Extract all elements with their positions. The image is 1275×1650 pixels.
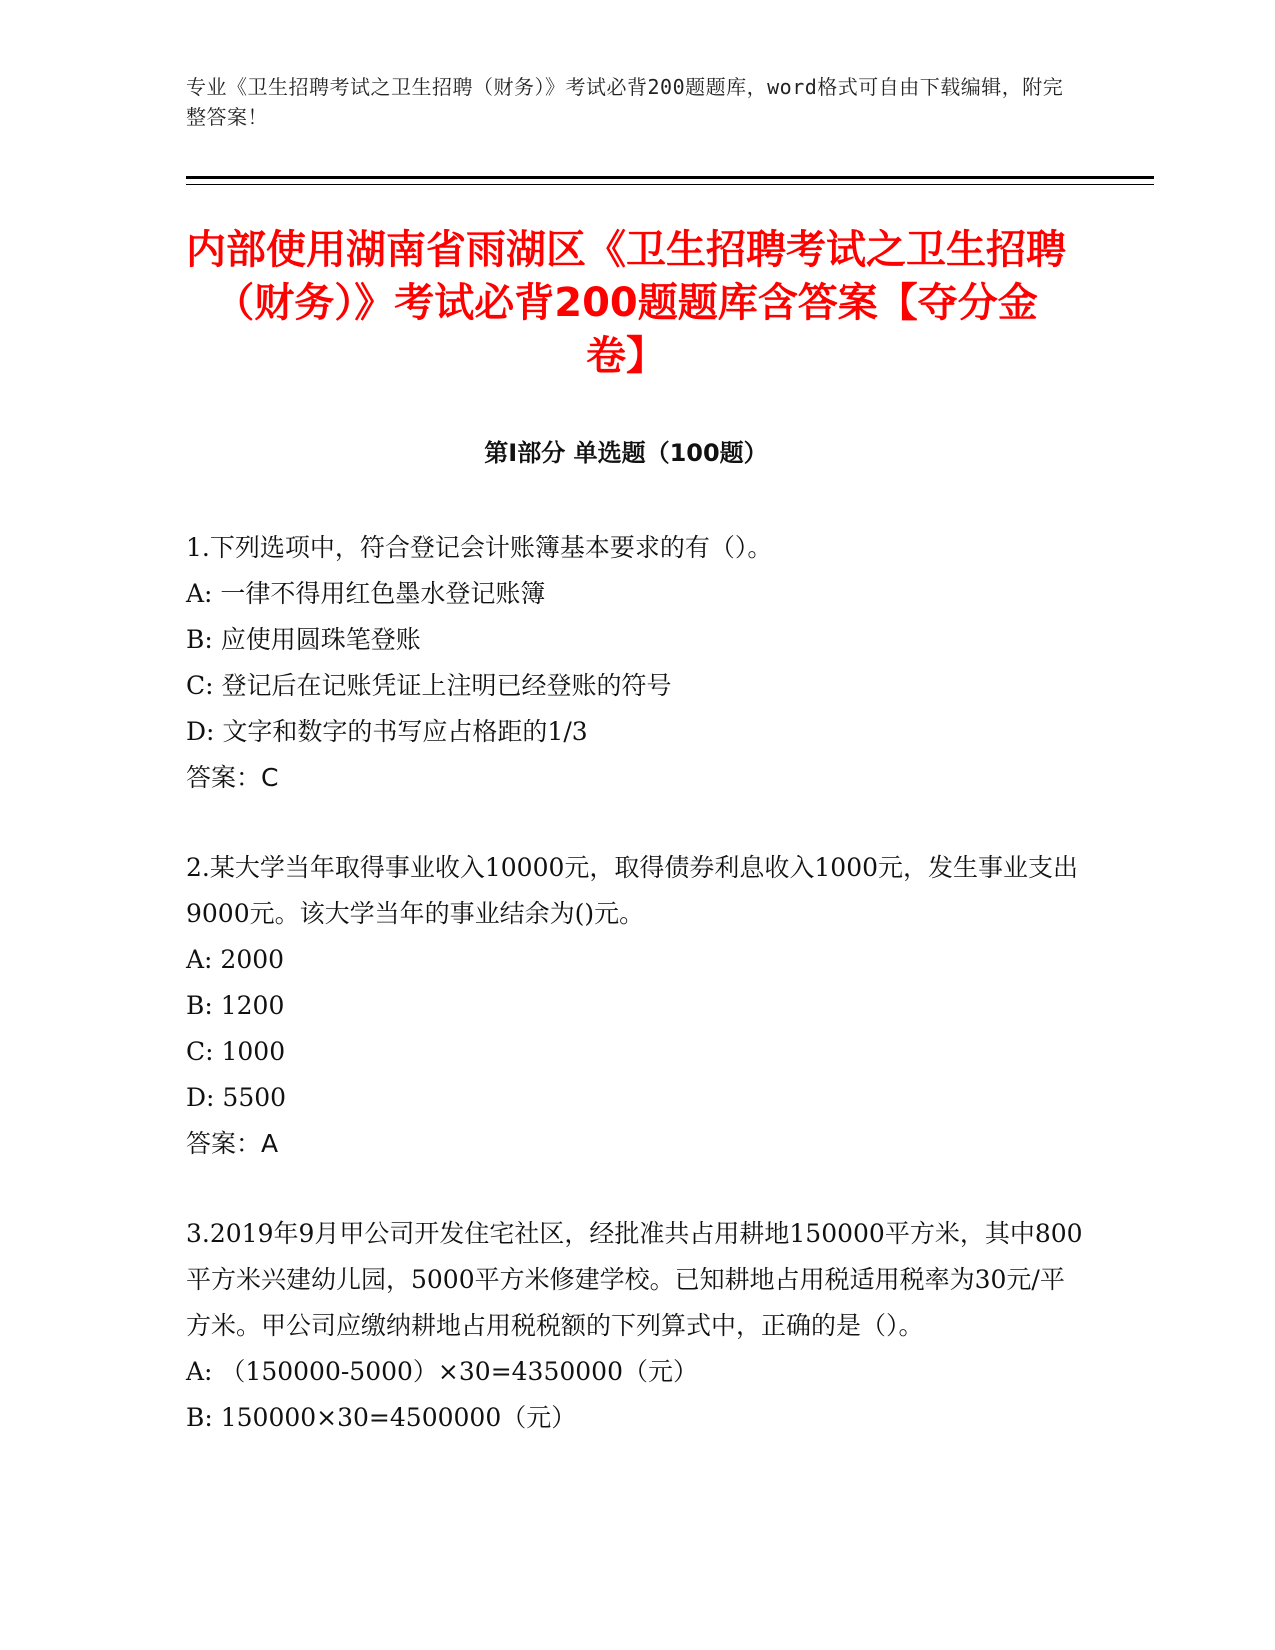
- question-2: [186, 845, 1086, 1167]
- question-stem: 1.下列选项中，符合登记会计账簿基本要求的有（）。: [186, 533, 773, 562]
- document-title: 内部使用湖南省雨湖区《卫生招聘考试之卫生招聘（财务）》考试必背200题题库含答案【夺分金卷】: [186, 227, 1066, 379]
- option-c: C: 登记后在记账凭证上注明已经登账的符号: [186, 671, 672, 700]
- header-divider-thick: [186, 176, 1154, 179]
- question-stem: 3.2019年9月甲公司开发住宅社区，经批准共占用耕地150000平方米，其中800平方米兴建幼儿园，5000平方米修建学校。已知耕地占用税适用税率为30元/平方米。甲公司应缴纳耕地占用税税额的下列算式中，正确的是（）。: [186, 1219, 1083, 1340]
- header-divider-thin: [186, 184, 1154, 185]
- answer: 答案：A: [186, 1129, 279, 1158]
- option-b: B: 1200: [186, 991, 285, 1020]
- option-a: A: 2000: [186, 945, 285, 974]
- answer: 答案：C: [186, 763, 279, 792]
- option-a: A: 一律不得用红色墨水登记账簿: [186, 579, 546, 608]
- question-1: [186, 525, 1086, 801]
- section-title: 第Ⅰ部分 单选题（100题）: [484, 439, 768, 467]
- question-stem: 2.某大学当年取得事业收入10000元，取得债券利息收入1000元，发生事业支出9000元。该大学当年的事业结余为()元。: [186, 853, 1079, 928]
- option-c: C: 1000: [186, 1037, 286, 1066]
- option-b: B: 应使用圆珠笔登账: [186, 625, 421, 654]
- question-list: [186, 525, 1086, 1485]
- option-d: D: 5500: [186, 1083, 287, 1112]
- option-d: D: 文字和数字的书写应占格距的1/3: [186, 717, 588, 746]
- question-3: [186, 1211, 1086, 1441]
- option-a: A: （150000-5000）×30=4350000（元）: [186, 1357, 698, 1386]
- option-b: B: 150000×30=4500000（元）: [186, 1403, 577, 1432]
- header-note: 专业《卫生招聘考试之卫生招聘（财务）》考试必背200题题库，word格式可自由下载编辑，附完整答案！: [186, 75, 1064, 129]
